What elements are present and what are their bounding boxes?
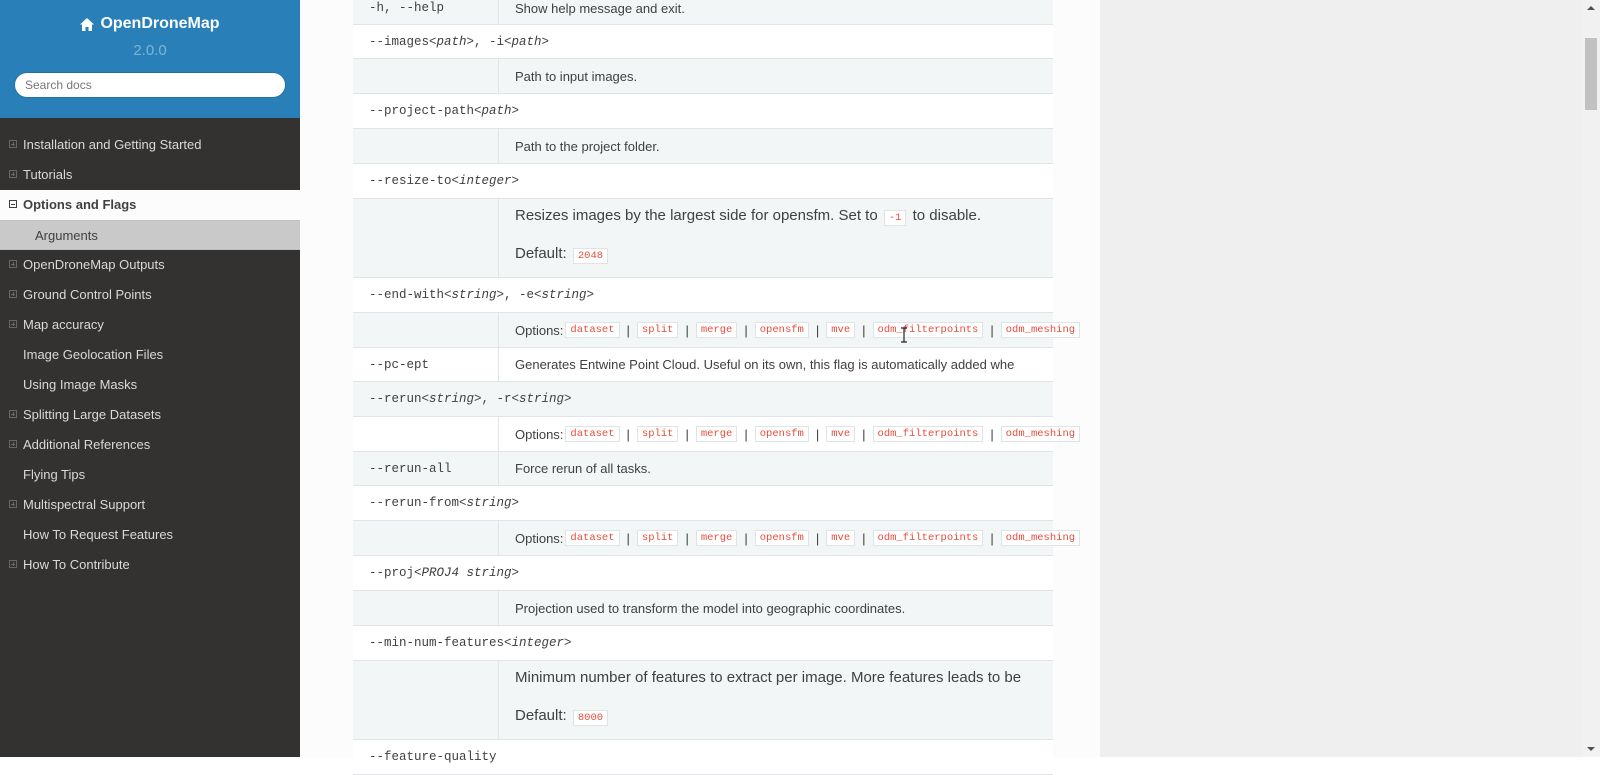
option-row xyxy=(353,59,1053,94)
sidebar-item-splitting[interactable] xyxy=(0,400,300,430)
option-flag: --end-with <string> , -e <string> xyxy=(369,288,595,302)
option-row xyxy=(353,740,1053,775)
option-row xyxy=(353,199,1053,278)
page-margin xyxy=(1100,0,1582,757)
sidebar-item-label: Multispectral Support xyxy=(23,497,146,512)
option-row xyxy=(353,129,1053,164)
scroll-up-arrow-icon[interactable] xyxy=(1582,0,1600,17)
brand-name: OpenDroneMap xyxy=(100,15,220,32)
option-flag-empty xyxy=(353,521,499,555)
search-input[interactable] xyxy=(14,72,286,98)
sidebar-item-label: Tutorials xyxy=(23,167,73,182)
stage-option: dataset xyxy=(565,530,619,546)
sidebar-item-image-masks[interactable] xyxy=(0,370,300,400)
option-description: Force rerun of all tasks. xyxy=(515,461,651,476)
option-row xyxy=(353,25,1053,59)
option-row xyxy=(353,313,1076,348)
stage-option: odm_meshing xyxy=(1001,530,1080,546)
option-row xyxy=(353,164,1053,199)
stage-option: mve xyxy=(826,322,855,338)
option-flag: --feature-quality xyxy=(369,750,497,764)
sidebar-item-options-and-flags[interactable] xyxy=(0,190,300,220)
option-description: Generates Entwine Point Cloud. Useful on its own, this flag is automatically added whe xyxy=(515,357,1015,372)
expand-icon[interactable] xyxy=(9,410,17,418)
option-row xyxy=(353,348,1053,382)
sidebar-item-label: OpenDroneMap Outputs xyxy=(23,257,165,272)
stage-option: odm_meshing xyxy=(1001,322,1080,338)
option-flag-empty xyxy=(353,199,499,277)
option-flag: --pc-ept xyxy=(353,348,499,381)
option-flag-empty xyxy=(353,661,499,739)
option-flag: --rerun-from <string> xyxy=(369,496,520,510)
sidebar-item-gcp[interactable] xyxy=(0,280,300,310)
option-row xyxy=(353,486,1053,521)
option-description: Projection used to transform the model into geographic coordinates. xyxy=(515,600,906,616)
stage-option: mve xyxy=(826,530,855,546)
stage-option: split xyxy=(637,426,679,442)
sidebar xyxy=(0,0,300,757)
sidebar-item-label: Using Image Masks xyxy=(23,377,138,392)
option-row xyxy=(353,626,1053,661)
stage-option: odm_filterpoints xyxy=(873,426,984,442)
stage-option: split xyxy=(637,530,679,546)
option-row xyxy=(353,591,1053,626)
option-description: Path to input images. xyxy=(515,68,638,84)
sidebar-item-label: Installation and Getting Started xyxy=(23,137,202,152)
sidebar-item-label: Arguments xyxy=(35,228,98,243)
option-row xyxy=(353,278,1053,313)
home-icon xyxy=(80,18,94,31)
stage-option: odm_meshing xyxy=(1001,426,1080,442)
sidebar-item-label: Map accuracy xyxy=(23,317,104,332)
sidebar-item-label: Additional References xyxy=(23,437,151,452)
stage-option: mve xyxy=(826,426,855,442)
option-list-table xyxy=(353,0,1076,775)
sidebar-item-label: Flying Tips xyxy=(23,467,86,482)
default-value: 8000 xyxy=(573,710,608,726)
expand-icon[interactable] xyxy=(9,440,17,448)
option-description: Show help message and exit. xyxy=(515,0,685,16)
option-flag: -h, --help xyxy=(353,0,499,24)
default-value: 2048 xyxy=(573,248,608,264)
option-row xyxy=(353,417,1076,452)
sidebar-item-label: How To Contribute xyxy=(23,557,130,572)
scrollbar[interactable] xyxy=(1582,0,1600,757)
sidebar-item-additional-references[interactable] xyxy=(0,430,300,460)
sidebar-item-label: Image Geolocation Files xyxy=(23,347,164,362)
option-description: Minimum number of features to extract per image. More features leads to be Default: 8000 xyxy=(515,669,1022,724)
expand-icon[interactable] xyxy=(9,260,17,268)
option-flag-empty xyxy=(353,591,499,625)
stage-option: opensfm xyxy=(755,322,809,338)
option-flag-empty xyxy=(353,129,499,163)
stage-option: opensfm xyxy=(755,426,809,442)
literal-code: -1 xyxy=(884,210,907,226)
option-description: Path to the project folder. xyxy=(515,138,660,154)
option-row xyxy=(353,661,1053,740)
sidebar-item-flying-tips[interactable] xyxy=(0,460,300,490)
expand-icon[interactable] xyxy=(9,290,17,298)
sidebar-item-outputs[interactable] xyxy=(0,250,300,280)
option-row xyxy=(353,94,1053,129)
option-flag-empty xyxy=(353,417,499,451)
option-flag: --rerun-all xyxy=(353,452,499,485)
sidebar-item-map-accuracy[interactable] xyxy=(0,310,300,340)
option-flag: --resize-to <integer> xyxy=(369,174,520,188)
expand-icon[interactable] xyxy=(9,140,17,148)
option-flag: --min-num-features <integer> xyxy=(369,636,572,650)
sidebar-subitem-arguments[interactable] xyxy=(0,220,300,250)
version-label: 2.0.0 xyxy=(133,42,167,59)
sidebar-item-label: How To Request Features xyxy=(23,527,174,542)
option-flag: --proj <PROJ4 string> xyxy=(369,566,520,580)
sidebar-item-request-features[interactable] xyxy=(0,520,300,550)
option-flag: --project-path <path> xyxy=(369,104,520,118)
text-cursor-icon xyxy=(900,327,908,343)
expand-icon[interactable] xyxy=(9,500,17,508)
stage-option: merge xyxy=(696,426,738,442)
stage-option: split xyxy=(637,322,679,338)
scrollbar-thumb[interactable] xyxy=(1585,38,1597,110)
option-flag-empty xyxy=(353,59,499,93)
sidebar-item-installation[interactable] xyxy=(0,130,300,160)
stage-option: merge xyxy=(696,530,738,546)
option-row xyxy=(353,556,1053,591)
sidebar-item-label: Options and Flags xyxy=(23,197,137,212)
sidebar-item-geolocation-files[interactable] xyxy=(0,340,300,370)
option-row xyxy=(353,0,1053,25)
stage-option: odm_filterpoints xyxy=(873,530,984,546)
scroll-down-arrow-icon[interactable] xyxy=(1582,740,1600,757)
sidebar-item-multispectral[interactable] xyxy=(0,490,300,520)
option-flag: --images <path> , -i <path> xyxy=(369,34,550,49)
sidebar-item-tutorials[interactable] xyxy=(0,160,300,190)
stage-option: opensfm xyxy=(755,530,809,546)
option-row xyxy=(353,382,1053,417)
stage-option: merge xyxy=(696,322,738,338)
sidebar-nav xyxy=(0,130,300,580)
option-description: Resizes images by the largest side for opensfm. Set to -1 to disable. Default: 2048 xyxy=(515,207,981,262)
option-flag-empty xyxy=(353,313,499,347)
stage-option: odm_filterpoints xyxy=(873,322,984,338)
stage-option: dataset xyxy=(565,426,619,442)
option-description: Options: dataset | split | merge | opensfm | mve | odm_filterpoints | odm_meshing xyxy=(499,313,1082,347)
option-flag: --rerun <string> , -r <string> xyxy=(369,392,572,406)
option-row xyxy=(353,521,1076,556)
stage-option: dataset xyxy=(565,322,619,338)
option-row xyxy=(353,452,1053,486)
sidebar-item-contribute[interactable] xyxy=(0,550,300,580)
sidebar-header xyxy=(0,0,300,118)
expand-icon[interactable] xyxy=(9,560,17,568)
sidebar-item-label: Splitting Large Datasets xyxy=(23,407,162,422)
option-description: Options: dataset | split | merge | opensfm | mve | odm_filterpoints | odm_meshing xyxy=(499,417,1082,451)
sidebar-item-label: Ground Control Points xyxy=(23,287,152,302)
option-description: Options: dataset | split | merge | opensfm | mve | odm_filterpoints | odm_meshing xyxy=(499,521,1082,555)
brand-link[interactable] xyxy=(0,0,300,33)
expand-icon[interactable] xyxy=(9,170,17,178)
collapse-icon[interactable] xyxy=(9,200,17,208)
expand-icon[interactable] xyxy=(9,320,17,328)
